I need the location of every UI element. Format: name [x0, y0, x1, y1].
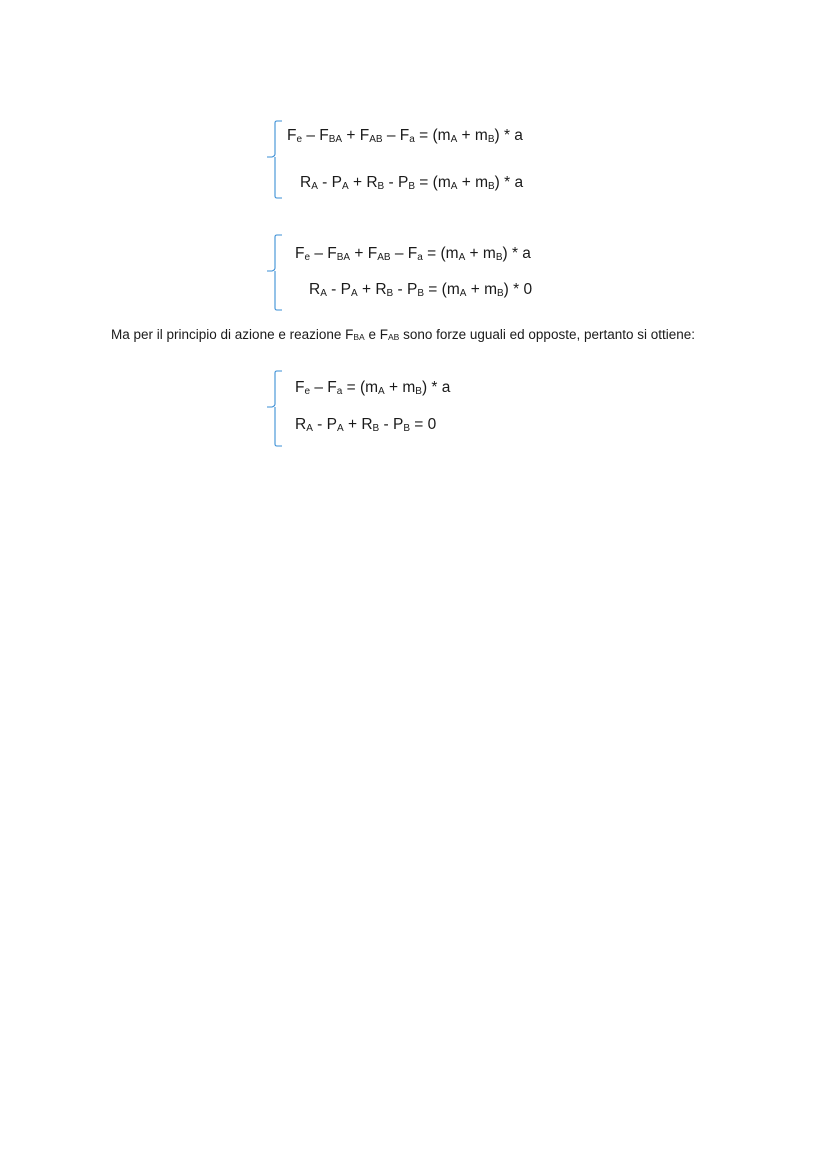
equation-line: $F_e - F_a = (m_A + m_B) * a$	[295, 379, 451, 397]
equation-line: $F_e - F_{BA} + F_{AB} - F_a = (m_A + m_B) * a$	[287, 127, 523, 145]
equation-line: $R_A - P_A + R_B - P_B = (m_A + m_B) * 0$	[309, 281, 533, 299]
equation-line: $R_A - P_A + R_B - P_B = (m_A + m_B) * a$	[300, 174, 524, 192]
equation-system-3	[264, 368, 584, 450]
body-paragraph: Ma per il principio di azione e reazione $F_{BA}$ e $F_{AB}$ sono forze uguali ed opposte, pertanto si ottiene:	[111, 327, 696, 342]
equation-line: $R_A - P_A + R_B - P_B = 0$	[295, 416, 437, 434]
curly-brace-icon	[264, 232, 294, 316]
equation-line: $F_e - F_{BA} + F_{AB} - F_a = (m_A + m_B) * a$	[295, 245, 531, 263]
equation-system-1	[264, 118, 584, 202]
curly-brace-icon	[264, 368, 294, 450]
equation-system-2	[264, 232, 584, 316]
